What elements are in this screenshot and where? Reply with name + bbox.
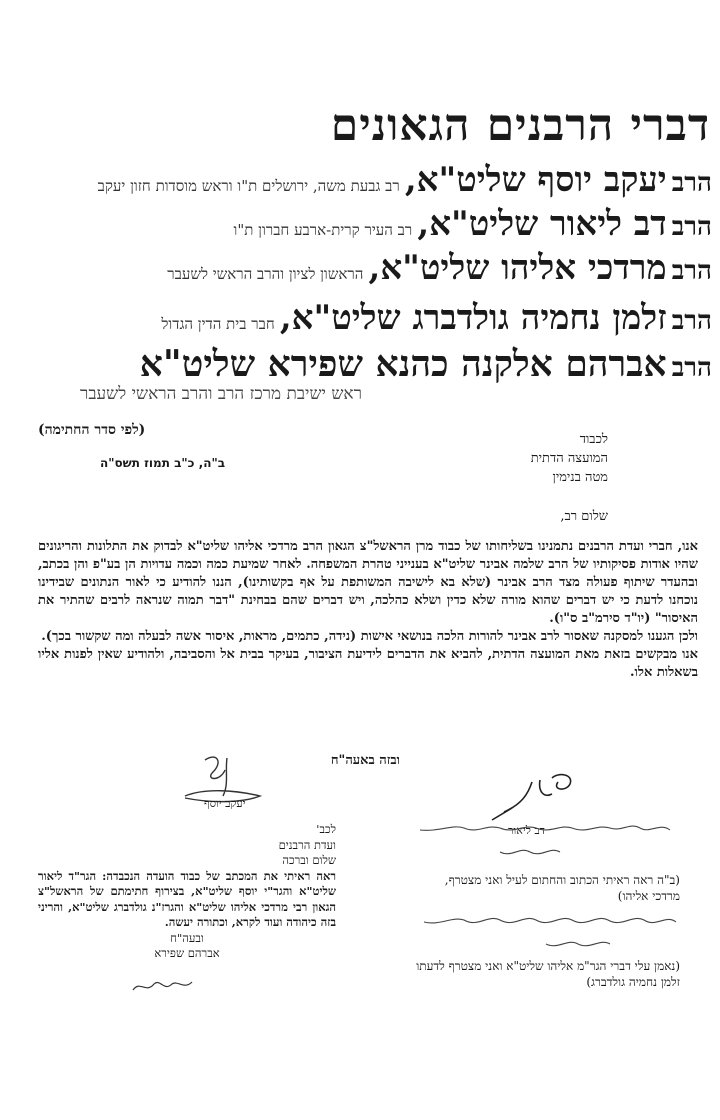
address-line: המועצה הדתית (530, 451, 608, 466)
rabbi-prefix: הרב (671, 306, 712, 336)
rabbi-5-desc: ראש ישיבת מרכז הרב והרב הראשי לשעבר (80, 384, 362, 404)
address-line: לכבוד (579, 432, 608, 447)
rabbi-desc: רב העיר קרית-ארבע חברון ת"ו (233, 221, 413, 239)
printed-note-goldberg (416, 958, 680, 990)
signature-scribble-icon (128, 972, 198, 1000)
letter2-greet: שלום וברכה (282, 853, 336, 867)
rabbi-name: יעקב יוסף שליט"א, (404, 160, 667, 200)
rabbi-name: דב ליאור שליט"א, (417, 204, 667, 244)
handwriting-scribble-icon (400, 818, 680, 868)
body-paragraph: ולכן הגענו למסקנה שאסור לרב אבינר להורות הלכה בנושאי אישות (נידה, כתמים, מראות, איסור אשה לבעלה ומה שקשור בכך). (41, 629, 698, 644)
letter2-to: לכב' (316, 822, 336, 836)
signature-label: דב ליאור (508, 824, 545, 837)
handwritten-eliyahu (400, 818, 680, 868)
letter2-signer: אברהם שפירא (154, 946, 220, 960)
rabbi-line-5 (140, 343, 712, 385)
rabbi-desc: הראשון לציון והרב הראשי לשעבר (167, 265, 364, 283)
handwritten-goldberg (400, 912, 680, 958)
rabbi-desc: רב גבעת משה, ירושלים ת"ו וראש מוסדות חזון יעקב (97, 177, 400, 195)
rabbi-line-2 (234, 204, 712, 244)
letter-body (38, 538, 698, 682)
closing-line: ובזה באעה"ח (330, 753, 400, 768)
printed-note-eliyahu (445, 872, 680, 904)
address-line: מטה בנימין (552, 470, 608, 485)
rabbi-line-3 (167, 248, 712, 288)
rabbi-line-4 (161, 298, 712, 338)
rabbi-prefix: הרב (671, 168, 712, 198)
note-text: (נאמן עלי דברי הגר"מ אליהו שליט"א ואני מצטרף לדעתו (416, 959, 680, 973)
rabbi-prefix: הרב (671, 212, 712, 242)
signature-label: יעקב יוסף (204, 797, 246, 810)
letter-date: ב"ה, כ"ב תמוז תשס"ה (100, 456, 226, 470)
second-letter (38, 822, 336, 962)
note-name: מרדכי אליהו) (617, 889, 680, 903)
letter2-close: ובעה"ח (170, 930, 204, 945)
rabbi-prefix: הרב (671, 256, 712, 286)
signature-shapira (128, 972, 198, 1000)
rabbi-line-1 (98, 160, 712, 200)
note-text: (ב"ה ראה ראיתי הכתוב והחתום לעיל ואני מצטרף, (444, 873, 680, 887)
rabbi-prefix: הרב (671, 353, 712, 383)
rabbi-name: מרדכי אליהו שליט"א, (368, 248, 667, 288)
letter2-text: ראה ראיתי את המכתב של כבוד הועדה הנכבדה: הגר"ד ליאור שליט"א והגר"י יוסף שליט"א, בצירוף חתימתם של הראשל"צ הגאון רבי מרדכי אליהו שליט"א והגרז"נ גולדברג שליט"א, והריני בזה כיהודה ועוד לקרא, וכתורה יעשה. (38, 868, 336, 929)
rabbi-name: אברהם אלקנה כהנא שפירא שליט"א (139, 343, 667, 385)
address-block (531, 430, 608, 487)
handwriting-scribble-icon (400, 912, 680, 958)
letter2-to2: ועדת הרבנים (278, 837, 336, 852)
rabbi-desc: חבר בית הדין הגדול (161, 315, 275, 333)
page-title: דברי הרבנים הגאונים (330, 100, 710, 151)
greeting: שלום רב, (560, 509, 608, 524)
signing-order-note: (לפי סדר החתימה) (38, 422, 146, 438)
rabbi-name: זלמן נחמיה גולדברג שליט"א, (279, 298, 667, 338)
body-paragraph: אנו, חברי ועדת הרבנים נתמנינו בשליחותו של כבוד מרן הראשל"צ הגאון הרב מרדכי אליהו שליט"א לבדוק את התלונות והריגונים שהיו אודות פסיקותיו של הרב שלמה אבינר שליט"א בענייני טהרת המשפחה. לאחר שמיעת כמה וכמה עדויות הן בע"פ והן בכתב, ובהעדר שיתוף פעולה מצד הרב אבינר (שלא בא לישיבה המשותפת על אף בקשותינו), הננו להודיע כי לאור הנתונים שבידינו נוכחנו לדעת כי יש דברים שהוא מורה שלא כדין ושלא כהלכה, ויש דברים שהם בבחינת "דבר תמוה שנראה לרבים שהתיר את האיסור" (יו"ד סירמ"ב ס"ו). (38, 539, 698, 626)
body-paragraph: אנו מבקשים בזאת מאת המועצה הדתית, להביא את הדברים לידיעת הציבור, בעיקר בבית אל והסביבה, ולהודיע שאין לפנות אליו בשאלות אלו. (38, 647, 698, 680)
note-name: זלמן נחמיה גולדברג) (586, 975, 680, 989)
